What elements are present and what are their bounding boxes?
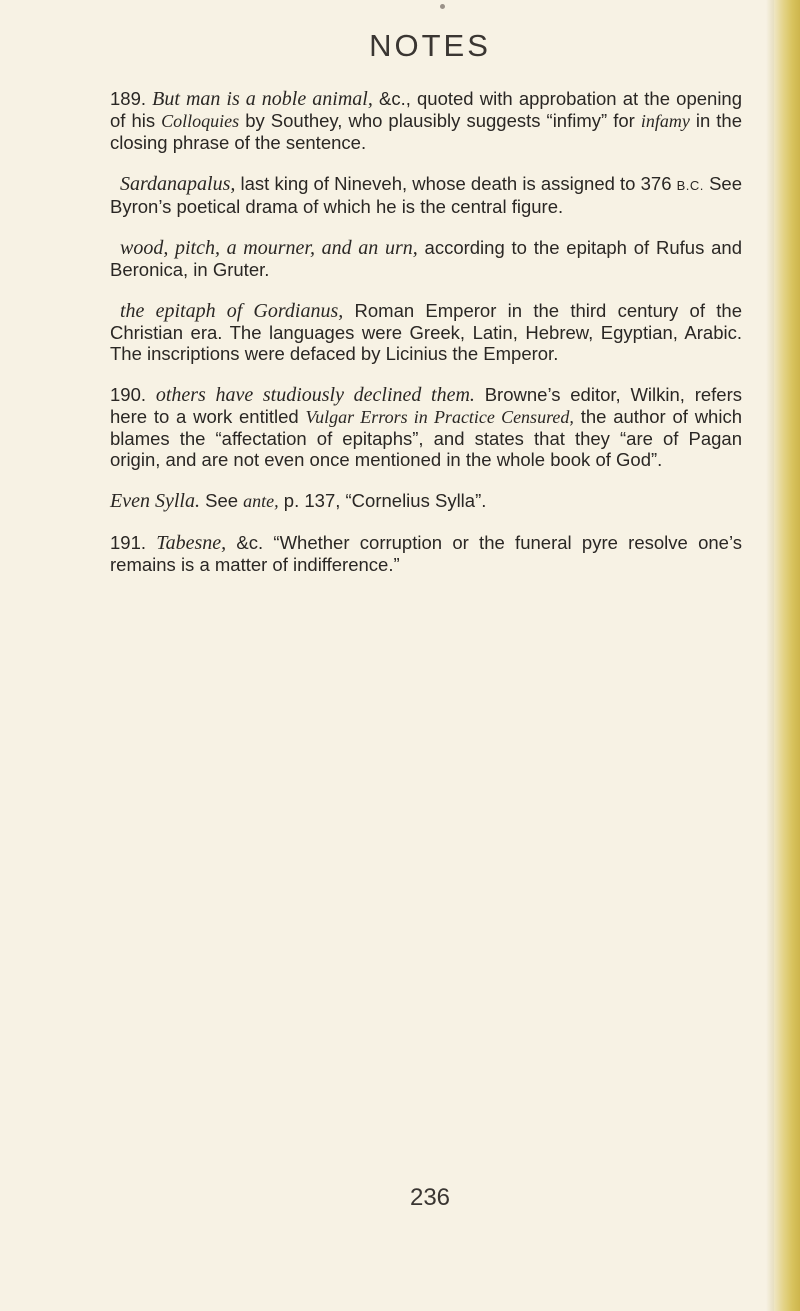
note-lemma: But man is a noble animal, bbox=[152, 88, 373, 110]
note-paragraph bbox=[110, 490, 742, 512]
note-paragraph bbox=[110, 532, 742, 575]
note-paragraph bbox=[110, 173, 742, 217]
page-edge-shadow bbox=[766, 0, 774, 1311]
note-italic: Vulgar Errors in Practice Censured, bbox=[305, 407, 574, 427]
page-number: 236 bbox=[409, 1184, 451, 1211]
note-text: last king of Nineveh, whose death is assigned to 376 bbox=[235, 173, 677, 194]
running-head: NOTES bbox=[369, 28, 491, 63]
note-italic: infamy bbox=[640, 111, 690, 131]
note-text: Browne’s editor, Wilkin, refers here to a work entitled bbox=[110, 384, 743, 427]
note-italic: ante, bbox=[243, 491, 279, 511]
note-lemma: Sardanapalus, bbox=[120, 173, 236, 195]
note-italic: Colloquies bbox=[161, 111, 240, 131]
note-text: &c., quoted with approbation at the opening of his bbox=[110, 88, 743, 131]
note-text: See Byron’s poetical drama of which he is the central figure. bbox=[110, 173, 742, 217]
note-text: &c. “Whether corruption or the funeral pyre resolve one’s remains is a matter of indifference.” bbox=[110, 532, 742, 575]
note-text: 189. bbox=[110, 88, 153, 109]
note-text: B.C. bbox=[676, 178, 704, 193]
note-text: in the closing phrase of the sentence. bbox=[110, 110, 743, 153]
note-text: See bbox=[199, 490, 244, 511]
ink-mark bbox=[440, 4, 445, 9]
note-lemma: the epitaph of Gordianus, bbox=[120, 300, 344, 322]
note-text: according to the epitaph of Rufus and Beronica, in Gruter. bbox=[110, 237, 742, 280]
note-text: Roman Emperor in the third century of the Christian era. The languages were Greek, Latin, Hebrew, Egyptian, Arabic. The inscriptions were defaced by Licinius the Emperor. bbox=[110, 300, 742, 364]
note-paragraph bbox=[110, 300, 742, 364]
note-text: the author of which blames the “affectation of epitaphs”, and states that they “are of Pagan origin, and are not even once mentioned in the whole book of God”. bbox=[110, 406, 742, 470]
note-lemma: wood, pitch, a mourner, and an urn, bbox=[120, 237, 418, 259]
note-text: 191. bbox=[110, 532, 157, 553]
note-paragraph bbox=[110, 88, 742, 153]
note-text: p. 137, “Cornelius Sylla”. bbox=[278, 490, 487, 511]
note-text: by Southey, who plausibly suggests “infimy” for bbox=[239, 110, 641, 131]
page-edge bbox=[774, 0, 800, 1311]
note-text: 190. bbox=[110, 384, 156, 405]
note-paragraph bbox=[110, 384, 742, 470]
note-lemma: Tabesne, bbox=[156, 532, 227, 554]
note-lemma: Even Sylla. bbox=[110, 490, 200, 512]
notes-body bbox=[110, 88, 742, 595]
note-paragraph bbox=[110, 237, 742, 280]
note-lemma: others have studiously declined them. bbox=[155, 384, 475, 406]
